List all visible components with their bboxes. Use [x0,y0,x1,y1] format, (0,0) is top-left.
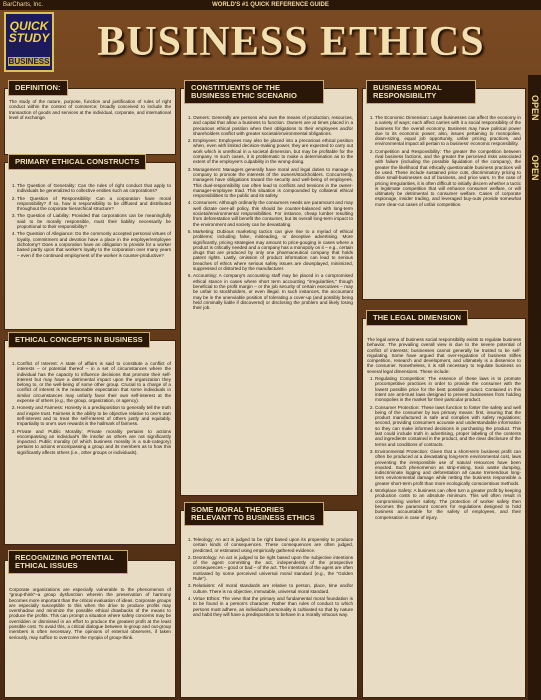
list-item: 4. The Question of Allegiance: Do the commonly accepted personal virtues of loyalty, commitment and devotion have a place in the employer/employee dichotomy? Does a corporation have an obligation to provide for a worker based partly upon that worker's loyalty to the corporation over many years – even if the continued employment of the worker is counter-productive? [17,231,171,257]
logo-text: QUICK STUDY [8,19,50,45]
list-item: 1. Teleology: An act is judged to be right based upon its propensity to produce certain kinds of consequences. These consequences are often judged, predicted, or estimated using empirically gathered evidence. [193,537,353,553]
open-label: OPEN [530,155,540,181]
moral-responsibility-header: BUSINESS MORAL RESPONSIBILITY [366,80,476,104]
list-item: 1. Owners: Generally are persons who own the means of production, resources, and capital that allow a business to function. Owners are at times placed in a precarious ethical position when their obligations to their employees and/or shareholders conflict with greater societal/environmental obligations. [193,115,353,136]
definition-text: The study of the nature, purpose, function and justification of rules of right conduct within the context of commerce; broadly conceived to include the transaction of goods and services at the individual, corporate, and international level of exchange. [9,99,171,120]
primary-constructs-list [9,183,171,258]
list-item: 3. Relativism: All moral standards are relative to person, place, time and/or culture. There is no objective, immutable, universal moral standard. [193,583,353,594]
open-strip [528,75,541,700]
list-item: 4. Consumers: Although ordinarily the consumers needs are paramount and may well dictate over-all policy, this should be counter-balanced with long-term societal/environmental responsibilities. For instance, cheap lumber resulting from deforestation will benefit the consumer, but its overall long-term impact to the environment and society can be devastating. [193,200,353,226]
list-item: 2. Consumer Protection: These laws function to foster the safety and well being of the consumer by two primary means: first, insuring that the product manufactured is safe and complies with safety regulations; second, providing consumers accurate and understandable information so they can make informed decisions in purchasing the product. This last could include truth in advertising, proper labeling of the contents and ingredients contained in the product, and the clear disclosure of the terms and conditions of contracts. [375,405,521,447]
moral-theories-header: SOME MORAL THEORIES RELEVANT TO BUSINESS ETHICS [184,502,324,526]
list-item: 2. Competition and Responsibility: The greater the competition between rival business factions, and the greater the perceived risks associated with failure (including the possible liquidation of the company), the greater the likelihood that ethically questionable business practices will be used. These include sustained price cuts, discriminatory pricing to drive small-businesses out of business, and price wars. In the case of pricing irregularities, it is often difficult to initially discern whether a tactic is legitimate competition that will enhance consumer welfare, or will ultimately be detrimental to consumer welfare. Cases of corporate espionage, insider trading, and leveraged buy-outs provide somewhat more clear-cut cases of unfair competition. [375,149,521,207]
definition-header: DEFINITION: [8,80,68,96]
constituents-panel [180,88,358,496]
open-label: OPEN [530,95,540,121]
list-item: 2. Deontology: An act is judged to be right based upon the subjective intentions of the agent committing the act, independently of the prospective consequences – good or bad – of the act. The intentions of the agent are often motivated by some perceived universal moral standard (e.g., the "Golden Rule"). [193,555,353,581]
tagline: WORLD'S #1 QUICK REFERENCE GUIDE [212,2,329,8]
logo-subject: BUSINESS [8,57,50,66]
ethical-concepts-header: ETHICAL CONCEPTS IN BUSINESS [8,332,150,348]
legal-list [367,376,521,520]
list-item: 1. Regulating Competition: The essence of these laws is to promote procompetitive practices in order to provide the consumer with the lowest possible price for the best possible product. Contained in this intent are anti-trust laws designed to prevent businesses from holding monopolies in the market for their particular product. [375,376,521,402]
list-item: 2. Honesty and Fairness: Honesty is a predisposition to generally tell the truth and inspire trust. Fairness is the ability to be objective relative to one's own self-interest and to treat the self-interest of others justly and equitably. Impartiality to one's own rewards is the hallmark of fairness. [17,405,171,426]
constituents-list [185,115,353,310]
moral-theories-list [185,537,353,617]
list-item: 4. Workplace Safety: A business can often turn a greater profit by keeping production costs to an absolute minimum. This will often result in compromising worker safety. The protection of worker safety then becomes the paramount concern for regulations designed to hold business accountable for the safety of employees, and their compensation in case of injury. [375,488,521,520]
list-item: 3. Management: Managers generally have moral and legal duties to manage a company to promote the interests of the owners/stockholders. Concurrently, managers have obligations toward the security and well-being of employees. This dual-responsibility can often lead to conflicts and tensions in the owner-manager-employee triad. This situation is compounded by collateral ethical responsibilities to the public and its safety. [193,167,353,199]
primary-constructs-header: PRIMARY ETHICAL CONSTRUCTS [8,154,146,170]
list-item: 1. Conflict of Interest: A state of affairs is said to constitute a conflict of interests – or potential thereof – in a set of circumstances where the individual has the capacity to influence decisions that promote their self-interest but may have a detrimental impact upon the organization they belong to, or the well-being of some other group. Crucial to a charge of a conflict of interest is the reasonable expectation that some individuals in similar circumstances may unfairly favor their own self-interest at the expense of others (e.g., the group, organization, or agency). [17,361,171,403]
list-item: 1. The Question of Generality: Can the rules of right conduct that apply to individuals be generalized to collective entities such as corporations? [17,183,171,194]
list-item: 3. Private and Public Morality: Private morality pertains to actions encompassing an individual's life insofar as others are not significantly impacted. Public morality (of which business morality is a sub-category) pertains to actions encompassing a group and its members as to how this significantly affects others (i.e., other groups or individuals). [17,429,171,455]
legal-dimension-header: THE LEGAL DIMENSION [366,310,468,326]
primary-constructs-panel [4,162,176,330]
recognizing-text: Corporate organizations are especially vulnerable to the phenomenon of "group-think"–a group dysfunction wherein the preservation of harmony becomes more important than the critical evaluation of ideas. Corporate groups are especially susceptible to this when the drive to produce profits may overshadow and minimize the possible ethical drawbacks of the means to produce the profits. This can prompt a situation where safety concerns may be overridden or dismissed in an effort to produce the greatest profit at the least possible cost. To avoid this, a critical dialogue between in-group and out-group members is often necessary. The opinions of external observers, if taken seriously, may suffice to overcome the myopia of group-think. [9,587,171,640]
definition-panel [4,88,176,155]
constituents-header: CONSTITUENTS OF THE BUSINESS ETHIC SCENARIO [184,80,324,104]
list-item: 6. Accounting: A company's accounting staff may be placed in a compromised ethical stance in cases where short term accounting "irregularities," though beneficial to the profit margin – or the job security of certain executives – may be unfair to stockholders, or even illegal. In such instances, the accountant may be in the unenviable position of tolerating a cover-up (and possibly being held criminally liable if discovered) or disclosing the problem and likely losing their job. [193,273,353,310]
moral-responsibility-panel [362,88,526,300]
list-item: 2. Employees: Employees may also be placed into a precarious ethical position when, even with limited decision-making power, they are expected to carry out work which is unethical in a societal dimension, but may be profitable for the company. In such cases, it is problematic to make a determination as to the extent of the employee's culpability in the wrong-doing. [193,138,353,164]
moral-theories-panel [180,510,358,698]
legal-intro: The legal arena of business social responsibility exists to regulate business behavior. The prevailing overall view is due to the severe potential of conflict of interests; businesses cannot generally be trusted to be self-regulating. Some have argued that over-regulation of business stifles competition, research and development, and ultimately is a disservice to the consumer. Nonetheless, it is still necessary to regulate business on several legal dimensions. These include: [367,337,521,374]
recognizing-header: RECOGNIZING POTENTIAL ETHICAL ISSUES [8,550,128,574]
quickstudy-logo [4,12,54,72]
moral-responsibility-list [367,115,521,207]
recognizing-panel [4,560,176,698]
list-item: 3. The Question of Liability: Provided that corporations can be meaningfully said to be morally responsible, must their liability necessarily be proportional to their responsibility? [17,213,171,229]
legal-dimension-panel [362,318,526,698]
list-item: 3. Environmental Protection: Given that a short-term business profit can often be produced at a devastating long-term environmental cost, laws preventing the irresponsible use of natural resources have been enacted. Such phenomenon as strip-mining, toxic waste dumping, indiscriminate logging and deforestation all cause tremendous long-term environmental damage while netting the business responsible a greater short-term profit than more ecologically conscientious methods. [375,449,521,486]
top-bar [0,0,541,10]
list-item: 1. The Economic Dimension: Large businesses can affect the economy in a variety of ways; each affect carries with it a social responsibility of the business for the overall economy. Business may have political power due to its economic power; also, issues pertaining to monopolies, down-sizing, equal job opportunity, unfair pricing practices, and environmental impact all pertain to a business' economic responsibility. [375,115,521,147]
list-item: 2. The Question of Responsibility: Can a corporation have moral responsibility? If so, how is responsibility to be diffused and distributed throughout the corporate hierarchical structure? [17,196,171,212]
publisher-name: BarCharts, Inc. [3,2,44,8]
list-item: 5. Marketing: Dubious marketing tactics can give rise to a myriad of ethical problems; including false, misleading, or deceptive advertising. More significantly, pricing strategies may amount to price-gouging in cases where a product is critically needed and a company has a monopoly on it – e.g., certain drugs that are produced by only one pharmaceutical company that holds patent rights. Lastly, omission of product information can lead to serious breaches of ethics where serious safety issues are downplayed, minimized, suppressed or distorted by the manufacturer. [193,229,353,271]
ethical-concepts-list [9,361,171,455]
page-title: BUSINESS ETHICS [97,19,485,65]
list-item: 4. Virtue Ethics: The view that the primary and fundamental moral foundation is to be found in a person's character. Rather than rules of conduct to which persons must adhere, an individual's personality is cultivated so that by nature and habit they will have a predisposition to behave in a morally virtuous way. [193,596,353,617]
ethical-concepts-panel [4,340,176,545]
